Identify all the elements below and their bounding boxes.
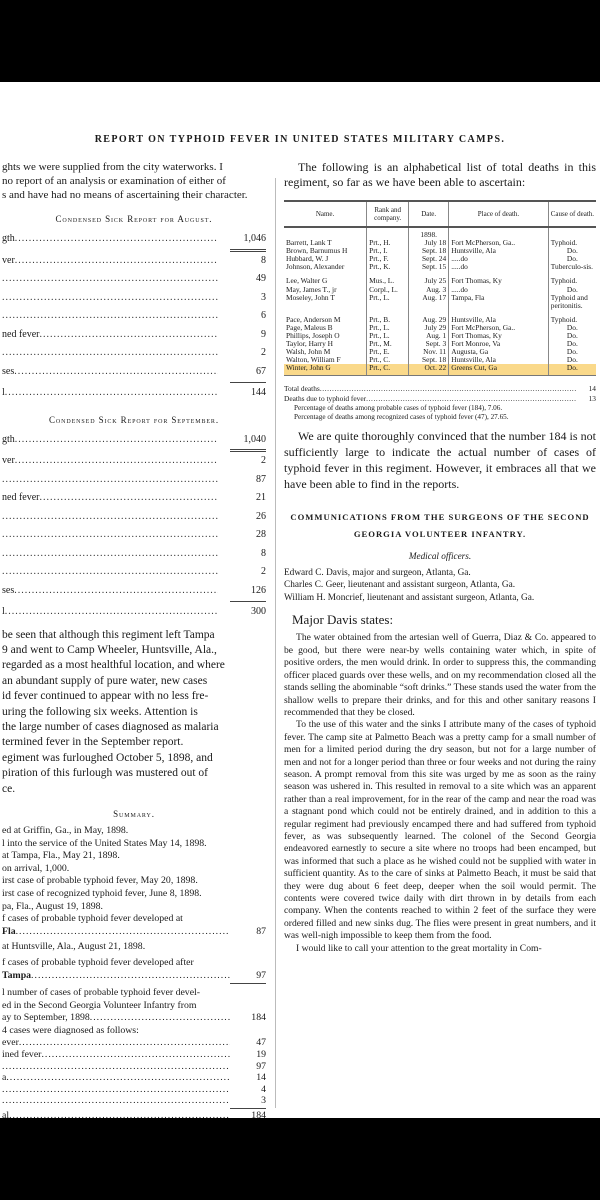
officers-list <box>284 567 596 605</box>
row-value: 13 <box>588 393 596 403</box>
leader-dots <box>16 926 230 939</box>
report-row <box>2 489 266 508</box>
text-line: regarded as a most healthful location, and where <box>2 659 225 672</box>
cell-name: Walsh, John M <box>286 347 331 357</box>
leader-dots <box>15 252 218 271</box>
diagnosis-row <box>2 1072 266 1084</box>
row-value: 28 <box>256 529 266 540</box>
leader-dots <box>19 1037 230 1049</box>
row-value: 184 <box>251 1110 266 1118</box>
diagnosis-total-row <box>2 1110 266 1118</box>
diagnosis-row <box>2 1037 266 1049</box>
leader-dots <box>2 526 218 545</box>
cell-name: Hubbard, W. J <box>286 254 329 264</box>
cell-place: Huntsville, Ala <box>449 247 549 255</box>
cell-name: Page, Maleus B <box>286 322 333 332</box>
report-row <box>2 452 266 471</box>
row-value: 97 <box>256 1060 266 1072</box>
cell-date: Nov. 11 <box>409 348 449 356</box>
text-line: 9 and went to Camp Wheeler, Huntsville, Ala., <box>2 643 217 656</box>
report-row <box>2 545 266 564</box>
row-label: ned fever <box>2 492 40 503</box>
leader-dots <box>14 582 218 601</box>
cell-name: Walton, William F <box>286 355 341 365</box>
cell-date: July 29 <box>409 324 449 332</box>
row-label: ses <box>2 365 15 377</box>
row-value: 1,040 <box>243 433 266 445</box>
cell-place: .....do <box>449 255 549 263</box>
row-value: 9 <box>261 328 266 340</box>
report-row <box>2 471 266 490</box>
row-label: l <box>2 606 5 617</box>
conviction-paragraph: We are quite thoroughly convinced that the number 184 is not sufficiently large to indicate the actual number of cases of typhoid fever in this regiment. However, it embraces all that we have been able to find in the reports. <box>284 428 596 492</box>
deaths-table <box>284 200 596 376</box>
column-header-place: Place of death. <box>449 201 549 227</box>
text-line: termined fever in the September report. <box>2 736 184 749</box>
text-line: egiment was furloughed October 5, 1898, and <box>2 751 213 764</box>
quote-paragraph: The water obtained from the artesian well of Guerra, Diaz & Co. appeared to be good, but there were near-by wells containing water which, in spite of positive orders, the men would drink. In order to suppress this, the commanding officer placed guards over these wells, and on my recommendation closed all the stands selling the abominable “soft drinks.” These stands used the water from the shallow wells to prepare their drinks, and for this and other sanitary reasons I recommended that they be closed. <box>284 632 596 718</box>
row-label: a <box>2 1072 7 1084</box>
table-cell: 1898. <box>409 227 449 239</box>
cell-cause: Typhoid. <box>548 239 596 247</box>
cell-name: May, James T., jr <box>286 284 337 294</box>
text-line: the large number of cases diagnosed as malaria <box>2 720 219 733</box>
summary-line: at Tampa, Fla., May 21, 1898. <box>2 850 120 862</box>
summary-row-tampa <box>2 926 266 939</box>
row-value: 87 <box>256 925 266 937</box>
august-report <box>2 214 266 403</box>
text-line: s and have had no means of ascertaining their character. <box>2 189 248 201</box>
diagnosis-row <box>2 1084 266 1096</box>
leader-dots <box>2 289 218 308</box>
cell-rank: Prt., F. <box>367 255 409 263</box>
davis-quote <box>284 632 596 955</box>
report-row <box>2 289 266 308</box>
cell-place: Augusta, Ga <box>449 348 549 356</box>
sum-rule <box>230 382 266 383</box>
row-value: 6 <box>261 310 266 321</box>
summary-title: Summary. <box>113 808 155 819</box>
row-value: 2 <box>261 566 266 577</box>
cell-rank: Corpl., L. <box>367 286 409 294</box>
typhoid-deaths-row <box>284 394 596 404</box>
text-line: ce. <box>2 782 16 795</box>
cell-cause: Do. <box>548 247 596 255</box>
table-row <box>284 364 596 375</box>
leader-dots <box>5 603 218 622</box>
text-line: uring the following six weeks. Attention is <box>2 705 198 718</box>
cell-date: Aug. 17 <box>409 294 449 310</box>
row-value: 19 <box>256 1049 266 1061</box>
row-label: Deaths due to typhoid fever <box>284 393 367 403</box>
row-label: ever <box>2 1037 19 1049</box>
officer-entry: Edward C. Davis, major and surgeon, Atlanta, Ga. <box>284 567 471 578</box>
document-page <box>0 82 600 1118</box>
text-line: be seen that although this regiment left Tampa <box>2 628 215 641</box>
leader-dots <box>6 1072 230 1084</box>
text-line: ghts we were supplied from the city waterworks. I <box>2 161 223 173</box>
heading-line: COMMUNICATIONS FROM THE SURGEONS OF THE SECOND <box>290 511 590 522</box>
cell-name: Pace, Anderson M <box>286 314 341 324</box>
total-deaths-row <box>284 384 596 394</box>
column-divider <box>275 178 276 1108</box>
column-header-date: Date. <box>409 201 449 227</box>
september-report-title: Condensed Sick Report for September. <box>49 414 219 425</box>
left-column <box>2 160 266 1118</box>
leader-dots <box>2 307 218 326</box>
row-label: l <box>2 387 5 398</box>
cell-date: Sept. 15 <box>409 263 449 271</box>
leader-dots <box>320 384 576 394</box>
cell-cause: Do. <box>548 286 596 294</box>
row-value: 3 <box>261 1095 266 1107</box>
row-label: Total deaths <box>284 383 320 393</box>
report-row-total <box>2 384 266 403</box>
cell-place: .....do <box>449 286 549 294</box>
row-label: Tampa <box>2 969 32 981</box>
row-value: 21 <box>256 492 266 503</box>
leader-dots <box>366 394 576 404</box>
report-row-strength <box>2 431 266 450</box>
cell-rank: Prt., E. <box>367 348 409 356</box>
summary-line: at Huntsville, Ala., August 21, 1898. <box>2 941 146 953</box>
row-value: 49 <box>256 273 266 284</box>
cell-rank: Prt., L. <box>367 294 409 310</box>
row-label: Fla <box>2 925 16 937</box>
cell-name: Barrett, Lank T <box>286 238 332 248</box>
cell-name: Phillips, Joseph O <box>286 331 340 341</box>
row-value: 300 <box>251 606 266 617</box>
row-label: gth <box>2 233 15 244</box>
cell-place: Fort Thomas, Ky <box>449 332 549 340</box>
cell-name: Brown, Barnumus H <box>286 246 348 256</box>
cell-date: Aug. 3 <box>409 286 449 294</box>
row-value: 144 <box>251 387 266 398</box>
cell-date: Sept. 3 <box>409 340 449 348</box>
summary-line: 4 cases were diagnosed as follows: <box>2 1024 139 1036</box>
report-row <box>2 508 266 527</box>
leader-dots <box>15 431 218 450</box>
row-label: al <box>2 1110 10 1118</box>
summary-line: l number of cases of probable typhoid fever devel- <box>2 987 201 999</box>
cell-rank: Prt., M. <box>367 340 409 348</box>
cell-rank: Prt., L. <box>367 332 409 340</box>
cell-rank: Mus., L. <box>367 277 409 285</box>
cell-rank: Prt., B. <box>367 316 409 324</box>
quote-paragraph: I would like to call your attention to the great mortality in Com- <box>296 942 542 954</box>
leader-dots <box>2 270 218 289</box>
row-value: 2 <box>261 347 266 358</box>
deaths-intro: The following is an alphabetical list of total deaths in this regiment, so far as we have been able to ascertain: <box>284 160 596 189</box>
cell-name: Moseley, John T <box>286 292 335 302</box>
cell-place: Fort Thomas, Ky <box>449 277 549 285</box>
row-value: 14 <box>256 1072 266 1084</box>
column-header-rank: Rank and company. <box>367 201 409 227</box>
medical-officers-title: Medical officers. <box>408 550 472 561</box>
cell-cause: Do. <box>548 348 596 356</box>
leader-dots <box>41 1049 230 1061</box>
row-value: 8 <box>261 547 266 559</box>
cell-date: Aug. 29 <box>409 316 449 324</box>
leader-dots <box>2 471 218 490</box>
summary-row-total-cases <box>2 1012 266 1025</box>
row-value: 26 <box>256 510 266 522</box>
cell-name: Johnson, Alexander <box>286 262 345 272</box>
right-column <box>284 160 596 955</box>
summary-line: f cases of probable typhoid fever developed at <box>2 913 183 925</box>
deaths-table-body <box>284 227 596 375</box>
row-label: gth <box>2 433 15 445</box>
officer-entry: William H. Moncrief, lieutenant and assistant surgeon, Atlanta, Ga. <box>284 592 535 603</box>
cell-rank: Prt., K. <box>367 263 409 271</box>
cell-date: Aug. 1 <box>409 332 449 340</box>
row-value: 47 <box>256 1037 266 1049</box>
report-row <box>2 582 266 601</box>
report-row <box>2 563 266 582</box>
cell-cause: Typhoid and peritonitis. <box>548 294 596 310</box>
cell-cause: Typhoid. <box>548 316 596 324</box>
sum-rule <box>230 1108 266 1109</box>
cell-place: Fort Monroe, Va <box>449 340 549 348</box>
row-label: ses <box>2 584 15 596</box>
cell-name: Winter, John G <box>284 364 367 375</box>
report-row <box>2 526 266 545</box>
report-row <box>2 307 266 326</box>
row-value: 2 <box>261 455 266 466</box>
cell-date: Sept. 24 <box>409 255 449 263</box>
row-label: ver <box>2 455 15 466</box>
text-line: piration of this furlough was mustered out of <box>2 767 209 780</box>
leader-dots <box>9 1110 230 1118</box>
report-row <box>2 344 266 363</box>
leader-dots <box>39 326 218 345</box>
column-header-cause: Cause of death. <box>548 201 596 227</box>
row-value: 14 <box>588 383 596 393</box>
cell-cause: Do. <box>548 340 596 348</box>
quote-paragraph: To the use of this water and the sinks I attribute many of the cases of typhoid fever. The camp site at Palmetto Beach was a pretty camp for a small number of men for a limited period during the dry season, but not for a large number of men and not for a longer period than three or four weeks and not during the rainy season. A prompt removal from this site was urged by me as soon as the rainy season was ushered in. This resulted in removal to a site which was an apparent rather than a real improvement, for in the rear of the camp and near the road was a stagnant pond which could not be entirely drained, and in addition to this a regular regiment had previously encamped there and had suffered from typhoid fever, as was subsequently learned. The colonel of the Second Georgia endeavored earnestly to secure a site where no troops had been encamped, but was informed that such a place as he wished could not be supplied with water in sufficient quantity. As to the care of sinks at Palmetto Beach, it must be said that they were dug about 6 feet deep, deeper when the soil would permit. The contents were covered twice daily with dirt thrown in by details from each company. When the contents reached to within 2 feet of the surface they were ordered filled and new sinks dug. The flies were present in great numbers, and it was well-nigh impossible to keep them from the food. <box>284 719 596 942</box>
sum-rule <box>230 983 266 984</box>
cell-place: Huntsville, Ala <box>449 356 549 364</box>
leader-dots <box>2 1084 230 1096</box>
report-row <box>2 326 266 345</box>
summary-row-after-tampa <box>2 970 266 983</box>
row-value: 126 <box>251 584 266 596</box>
leader-dots <box>2 508 218 527</box>
leader-dots <box>15 230 218 249</box>
summary-line: pa, Fla., August 19, 1898. <box>2 900 103 912</box>
diagnosis-row <box>2 1061 266 1073</box>
leader-dots <box>2 1061 230 1073</box>
leader-dots <box>2 1095 230 1107</box>
cell-cause: Do. <box>548 324 596 332</box>
cell-name: Lee, Walter G <box>286 276 328 286</box>
cell-place: Tampa, Fla <box>449 294 549 310</box>
row-value: 4 <box>261 1083 266 1095</box>
leader-dots <box>90 1012 230 1025</box>
summary-line: f cases of probable typhoid fever developed after <box>2 956 194 968</box>
row-value: 8 <box>261 254 266 266</box>
cell-date: July 18 <box>409 239 449 247</box>
leader-dots <box>15 452 218 471</box>
text-line: no report of an analysis or examination of either of <box>2 175 226 187</box>
row-value: 97 <box>256 969 266 981</box>
sum-rule <box>230 601 266 602</box>
cell-cause: Do. <box>548 332 596 340</box>
summary-line: ed at Griffin, Ga., in May, 1898. <box>2 824 129 836</box>
row-label: ver <box>2 254 15 266</box>
report-row <box>2 363 266 382</box>
summary-line: irst case of recognized typhoid fever, June 8, 1898. <box>2 887 202 899</box>
cell-date: July 25 <box>409 277 449 285</box>
summary-line: irst case of probable typhoid fever, May 20, 1898. <box>2 875 198 887</box>
cell-rank: Prt., C. <box>367 364 409 375</box>
table-row <box>284 294 596 310</box>
cell-rank: Prt., H. <box>367 239 409 247</box>
heading-line: GEORGIA VOLUNTEER INFANTRY. <box>353 528 527 539</box>
row-value: 87 <box>256 473 266 485</box>
cell-rank: Prt., L. <box>367 324 409 332</box>
row-label: ined fever <box>2 1049 42 1061</box>
running-head: REPORT ON TYPHOID FEVER IN UNITED STATES MILITARY CAMPS. <box>94 134 506 145</box>
table-row <box>284 263 596 271</box>
leader-dots <box>2 563 218 582</box>
row-label: ay to September, 1898 <box>2 1012 90 1024</box>
cell-cause: Tuberculo-sis. <box>548 263 596 271</box>
diagnosis-row <box>2 1095 266 1107</box>
cell-place: Greens Cut, Ga <box>449 364 549 375</box>
cell-place: .....do <box>449 263 549 271</box>
cell-place: Fort McPherson, Ga.. <box>449 239 549 247</box>
report-row-strength <box>2 230 266 249</box>
cell-place: Fort McPherson, Ga.. <box>449 324 549 332</box>
leader-dots <box>2 344 218 363</box>
report-row <box>2 270 266 289</box>
cell-cause: Do. <box>548 255 596 263</box>
summary-line: on arrival, 1,000. <box>2 862 70 874</box>
cell-rank: Prt., I. <box>367 247 409 255</box>
row-value: 1,046 <box>243 233 266 244</box>
cell-rank: Prt., C. <box>367 356 409 364</box>
text-line: an abundant supply of pure water, new cases <box>2 674 208 687</box>
september-report <box>2 415 266 622</box>
cell-cause: Do. <box>548 364 596 375</box>
death-totals <box>284 384 596 422</box>
summary-section <box>2 809 266 1118</box>
row-label: ned fever <box>2 328 40 340</box>
cell-cause: Do. <box>548 356 596 364</box>
row-value: 3 <box>261 291 266 303</box>
leader-dots <box>5 384 218 403</box>
row-value: 184 <box>251 1012 266 1024</box>
communications-heading <box>284 509 596 543</box>
officer-entry: Charles C. Geer, lieutenant and assistant surgeon, Atlanta, Ga. <box>284 580 516 591</box>
cell-cause: Typhoid. <box>548 277 596 285</box>
summary-line: l into the service of the United States May 14, 1898. <box>2 837 207 849</box>
cell-date: Sept. 18 <box>409 356 449 364</box>
report-row <box>2 252 266 271</box>
major-davis-states: Major Davis states: <box>292 612 394 628</box>
leader-dots <box>39 489 218 508</box>
percentage-recognized: Percentage of deaths among recognized cases of typhoid fever (47), 27.65. <box>294 412 509 421</box>
text-line: id fever continued to appear with no less fre- <box>2 690 209 703</box>
report-row-total <box>2 603 266 622</box>
august-report-title: Condensed Sick Report for August. <box>55 214 213 224</box>
row-value: 67 <box>256 365 266 377</box>
diagnosis-row <box>2 1049 266 1061</box>
summary-line: ed in the Second Georgia Volunteer Infantry from <box>2 999 197 1011</box>
leader-dots <box>14 363 218 382</box>
percentage-probable: Percentage of deaths among probable cases of typhoid fever (184), 7.06. <box>294 403 503 412</box>
column-header-name: Name. <box>284 201 367 227</box>
leader-dots <box>2 545 218 564</box>
cell-date: Oct. 22 <box>409 364 449 375</box>
cell-name: Taylor, Harry H <box>286 339 334 349</box>
leader-dots <box>31 970 230 983</box>
cell-date: Sept. 18 <box>409 247 449 255</box>
cell-place: Huntsville, Ala <box>449 316 549 324</box>
huntsville-paragraph <box>2 628 266 797</box>
intro-text <box>2 160 266 202</box>
table-header-row <box>284 201 596 227</box>
